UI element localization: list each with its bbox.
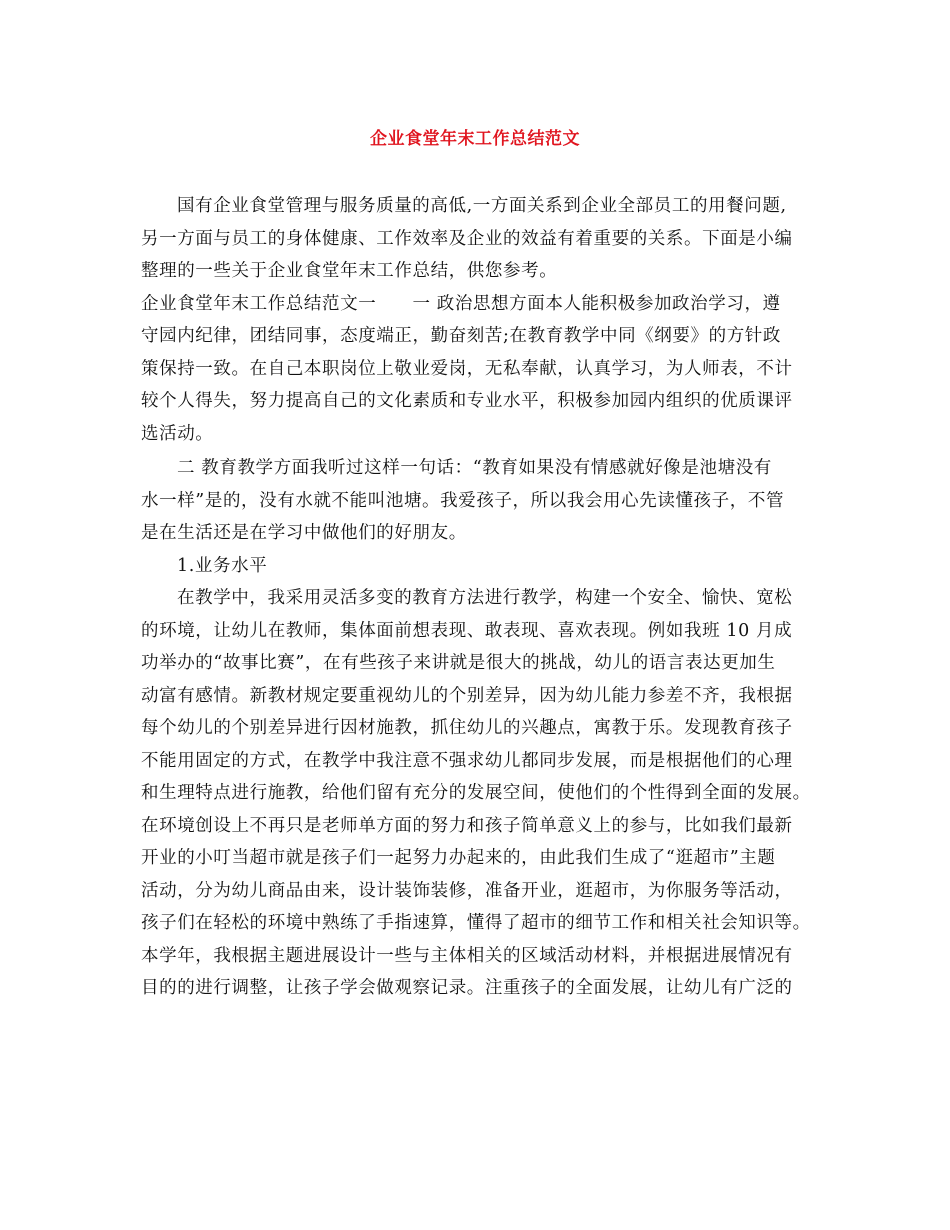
paragraph-line: 本学年，我根据主题进展设计一些与主体相关的区域活动材料，并根据进展情况有: [141, 945, 793, 966]
paragraph-line: 选活动。: [141, 423, 214, 444]
paragraph-line: 每个幼儿的个别差异进行因材施教，抓住幼儿的兴趣点，寓教于乐。发现教育孩子: [141, 718, 793, 738]
paragraph-line: 另一方面与员工的身体健康、工作效率及企业的效益有着重要的关系。下面是小编: [141, 228, 793, 249]
paragraph-line: 较个人得失，努力提高自己的文化素质和专业水平，积极参加园内组织的优质课评: [141, 391, 793, 411]
section-heading: 1.业务水平: [177, 555, 268, 576]
paragraph-line: 活动，分为幼儿商品由来，设计装饰装修，准备开业，逛超市，为你服务等活动，: [141, 880, 793, 901]
paragraph-line: 动富有感情。新教材规定要重视幼儿的个别差异，因为幼儿能力参差不齐，我根据: [141, 685, 793, 706]
paragraph-line: 企业食堂年末工作总结范文一 一 政治思想方面本人能积极参加政治学习，遵: [141, 293, 781, 314]
document-title: 企业食堂年末工作总结范文: [370, 129, 580, 149]
paragraph-line: 功举办的“故事比赛”，在有些孩子来讲就是很大的挑战，幼儿的语言表达更加生: [141, 653, 776, 673]
paragraph-line: 策保持一致。在自己本职岗位上敬业爱岗，无私奉献，认真学习，为人师表，不计: [141, 358, 793, 379]
paragraph-line: 的环境，让幼儿在教师，集体面前想表现、敢表现、喜欢表现。例如我班 10 月成: [141, 620, 793, 641]
paragraph-line: 孩子们在轻松的环境中熟练了手指速算，懂得了超市的细节工作和相关社会知识等。: [141, 913, 811, 933]
paragraph-line: 国有企业食堂管理与服务质量的高低,一方面关系到企业全部员工的用餐问题,: [177, 196, 787, 216]
paragraph-line: 整理的一些关于企业食堂年末工作总结，供您参考。: [141, 261, 558, 281]
paragraph-line: 守园内纪律，团结同事，态度端正，勤奋刻苦;在教育教学中同《纲要》的方针政: [141, 326, 781, 346]
paragraph-line: 水一样”是的，没有水就不能叫池塘。我爱孩子，所以我会用心先读懂孩子，不管: [141, 490, 785, 511]
document-body: [141, 190, 819, 1005]
paragraph-line: 不能用固定的方式，在教学中我注意不强求幼儿都同步发展，而是根据他们的心理: [141, 750, 793, 771]
paragraph-line: 目的的进行调整，让孩子学会做观察记录。注重孩子的全面发展，让幼儿有广泛的: [141, 978, 793, 998]
paragraph-line: 在教学中，我采用灵活多变的教育方法进行教学，构建一个安全、愉快、宽松: [177, 588, 793, 608]
paragraph-line: 是在生活还是在学习中做他们的好朋友。: [141, 523, 467, 543]
paragraph-line: 二 教育教学方面我听过这样一句话：“教育如果没有情感就好像是池塘没有: [177, 458, 772, 478]
paragraph-line: 和生理特点进行施教，给他们留有充分的发展空间，使他们的个性得到全面的发展。: [141, 783, 811, 803]
paragraph-line: 在环境创设上不再只是老师单方面的努力和孩子简单意义上的参与，比如我们最新: [141, 815, 793, 836]
paragraph-line: 开业的小叮当超市就是孩子们一起努力办起来的，由此我们生成了“逛超市”主题: [141, 848, 776, 868]
